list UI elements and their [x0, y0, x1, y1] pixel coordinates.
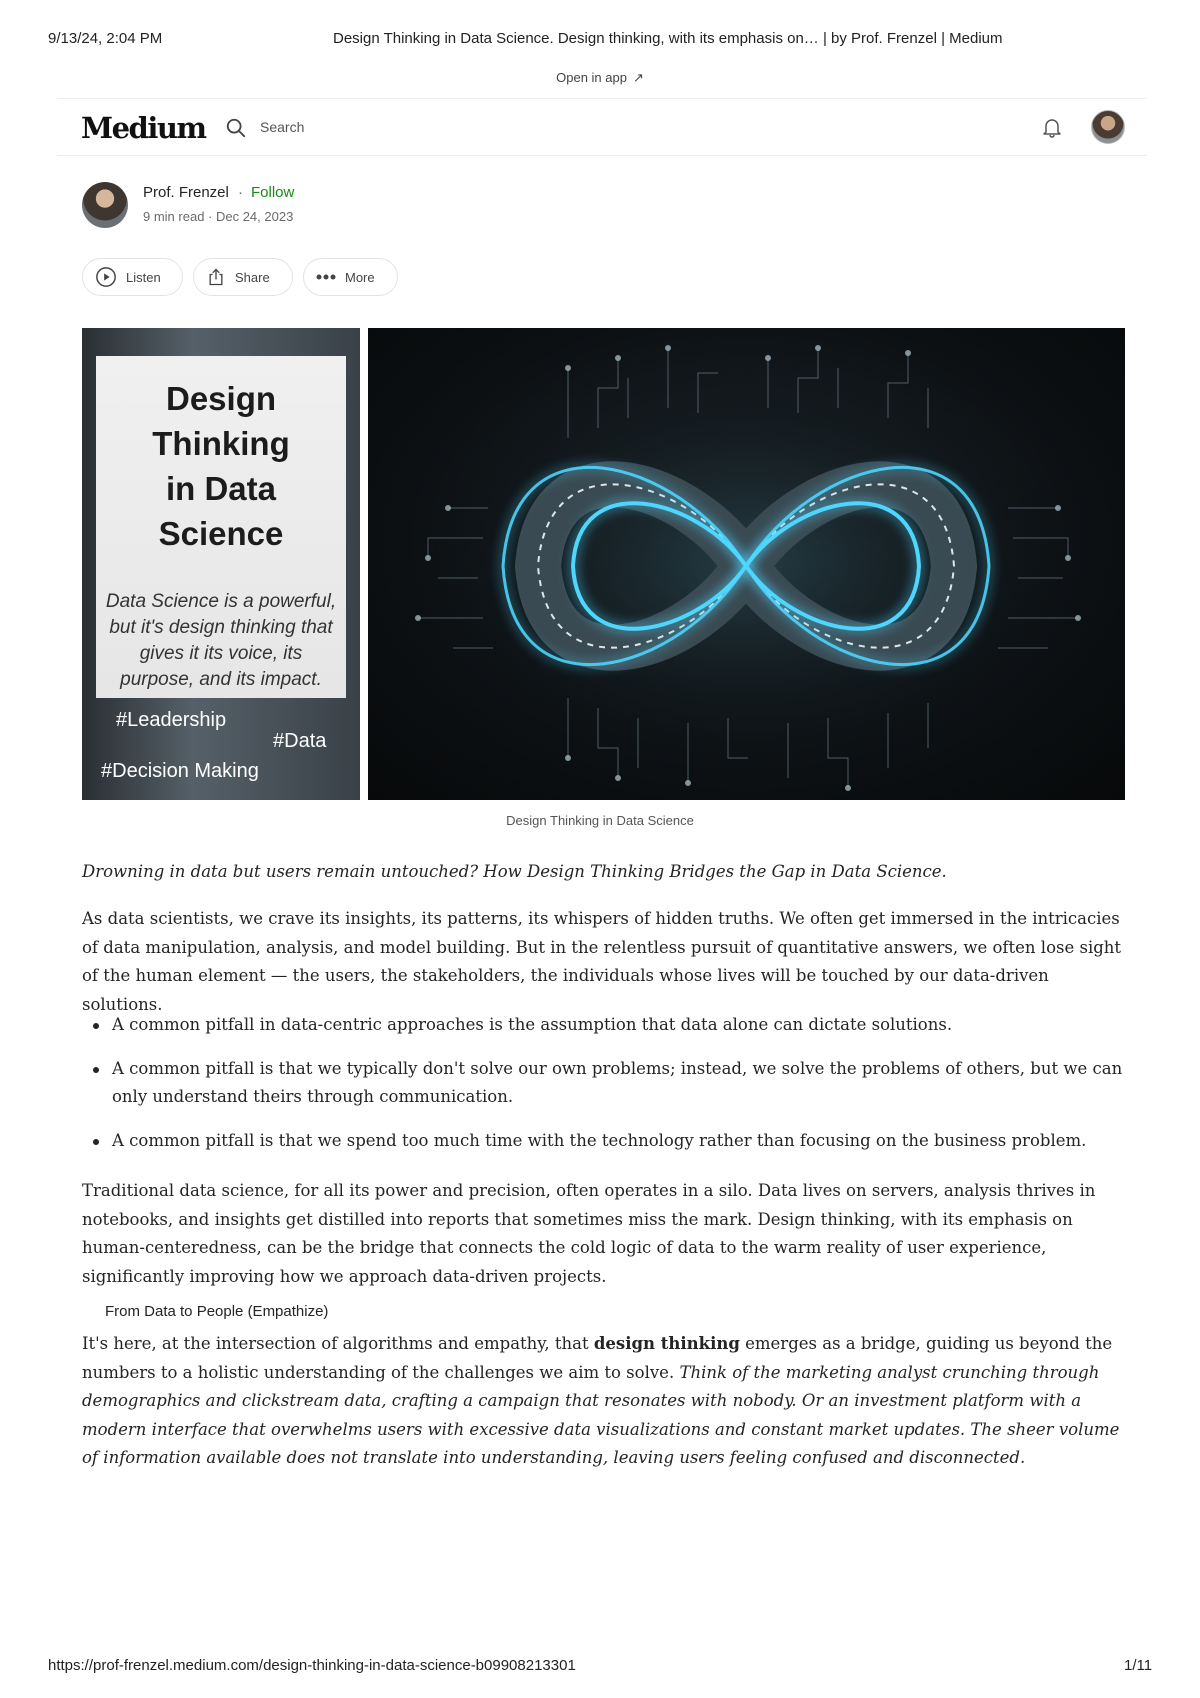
print-datetime: 9/13/24, 2:04 PM: [48, 30, 163, 47]
pitfalls-list: [82, 1011, 1124, 1170]
p3-text-a: It's here, at the intersection of algorithms and empathy, that: [82, 1334, 594, 1353]
card-quote: Data Science is a powerful, but it's design thinking that gives it its voice, its purpose, and its impact.: [105, 591, 337, 690]
p3-italic: Think of the marketing analyst crunching through demographics and clickstream data, crafting a campaign that resonates with nobody. Or an investment platform with a modern interface that overwhelms users with excessive data visualizations and constant market updates. The sheer volume of information available does not translate into understanding, leaving users feeling confused and disconnected.: [82, 1362, 1120, 1467]
article-intro: Drowning in data but users remain untouched? How Design Thinking Bridges the Gap in Data Science.: [82, 862, 947, 881]
more-button[interactable]: [303, 258, 398, 296]
hero-title-panel: [82, 328, 360, 800]
share-button[interactable]: [193, 258, 293, 296]
open-in-app-label: Open in app: [556, 70, 627, 85]
more-dots-icon: [316, 272, 336, 282]
share-label: Share: [235, 269, 270, 285]
open-in-app-link[interactable]: [0, 70, 1200, 86]
follow-button[interactable]: Follow: [251, 184, 295, 201]
listen-label: Listen: [126, 269, 161, 285]
print-header: [0, 30, 1200, 50]
search-icon[interactable]: [225, 117, 247, 139]
top-navigation-bar: [57, 98, 1147, 156]
card-title-line: Design: [165, 380, 277, 417]
user-avatar[interactable]: [1091, 110, 1125, 144]
article-paragraph-3: [82, 1330, 1124, 1473]
card-title-line: Science: [158, 515, 284, 552]
section-subheading: From Data to People (Empathize): [105, 1303, 329, 1320]
infinity-illustration: [368, 328, 1125, 800]
print-page-number: 1/11: [1124, 1657, 1153, 1674]
article-paragraph-2: Traditional data science, for all its power and precision, often operates in a silo. Data lives on servers, analysis thrives in notebooks, and insights get distilled into reports that sometimes miss the mark. Design thinking, with its emphasis on human-centeredness, can be the bridge that connects the cold logic of data to the warm reality of user experience, significantly improving how we approach data-driven projects.: [82, 1181, 1096, 1286]
article-paragraph-1: As data scientists, we crave its insights, its patterns, its whispers of hidden truths. We often get immersed in the intricacies of data manipulation, analysis, and model building. But in the relentless pursuit of quantitative answers, we often lose sight of the human element — the users, the stakeholders, the individuals whose lives will be touched by our data-driven solutions.: [82, 909, 1122, 1014]
print-footer-url: https://prof-frenzel.medium.com/design-thinking-in-data-science-b09908213301: [48, 1657, 576, 1674]
tag-decision-making: #Decision Making: [101, 760, 259, 782]
search-input[interactable]: Search: [260, 119, 305, 135]
infinity-illustration-svg: [368, 328, 1125, 800]
author-separator: ·: [238, 184, 243, 201]
bell-icon[interactable]: [1040, 115, 1064, 139]
medium-logo[interactable]: Medium: [81, 111, 206, 145]
hero-image: [82, 328, 1125, 800]
tag-leadership: #Leadership: [116, 709, 227, 731]
external-arrow-icon: ↗: [632, 70, 644, 85]
list-item: A common pitfall is that we typically don't solve our own problems; instead, we solve the problems of others, but we can only understand theirs through communication.: [82, 1055, 1124, 1112]
listen-button[interactable]: [82, 258, 183, 296]
print-title: Design Thinking in Data Science. Design thinking, with its emphasis on… | by Prof. Frenzel | Medium: [333, 30, 1003, 47]
card-title-line: in Data: [165, 470, 277, 507]
card-title-line: Thinking: [152, 425, 290, 462]
read-time-and-date: 9 min read · Dec 24, 2023: [143, 209, 294, 224]
card-title: [96, 376, 346, 556]
author-name[interactable]: Prof. Frenzel: [143, 184, 229, 201]
list-item: A common pitfall is that we spend too much time with the technology rather than focusing on the business problem.: [82, 1127, 1124, 1156]
title-card: [96, 356, 346, 698]
more-label: More: [345, 269, 375, 285]
play-circle-icon: [95, 266, 117, 288]
hero-caption: Design Thinking in Data Science: [506, 813, 694, 828]
author-byline: [82, 180, 482, 230]
author-avatar[interactable]: [82, 182, 128, 228]
list-item: A common pitfall in data-centric approaches is the assumption that data alone can dictate solutions.: [82, 1011, 1124, 1040]
p3-bold-term: design thinking: [593, 1334, 740, 1353]
tag-data: #Data: [273, 730, 327, 752]
p3-text-b: emerges as a bridge, guiding us beyond the numbers to a holistic understanding of the challenges we aim to solve.: [82, 1334, 1113, 1382]
share-icon: [206, 266, 226, 288]
